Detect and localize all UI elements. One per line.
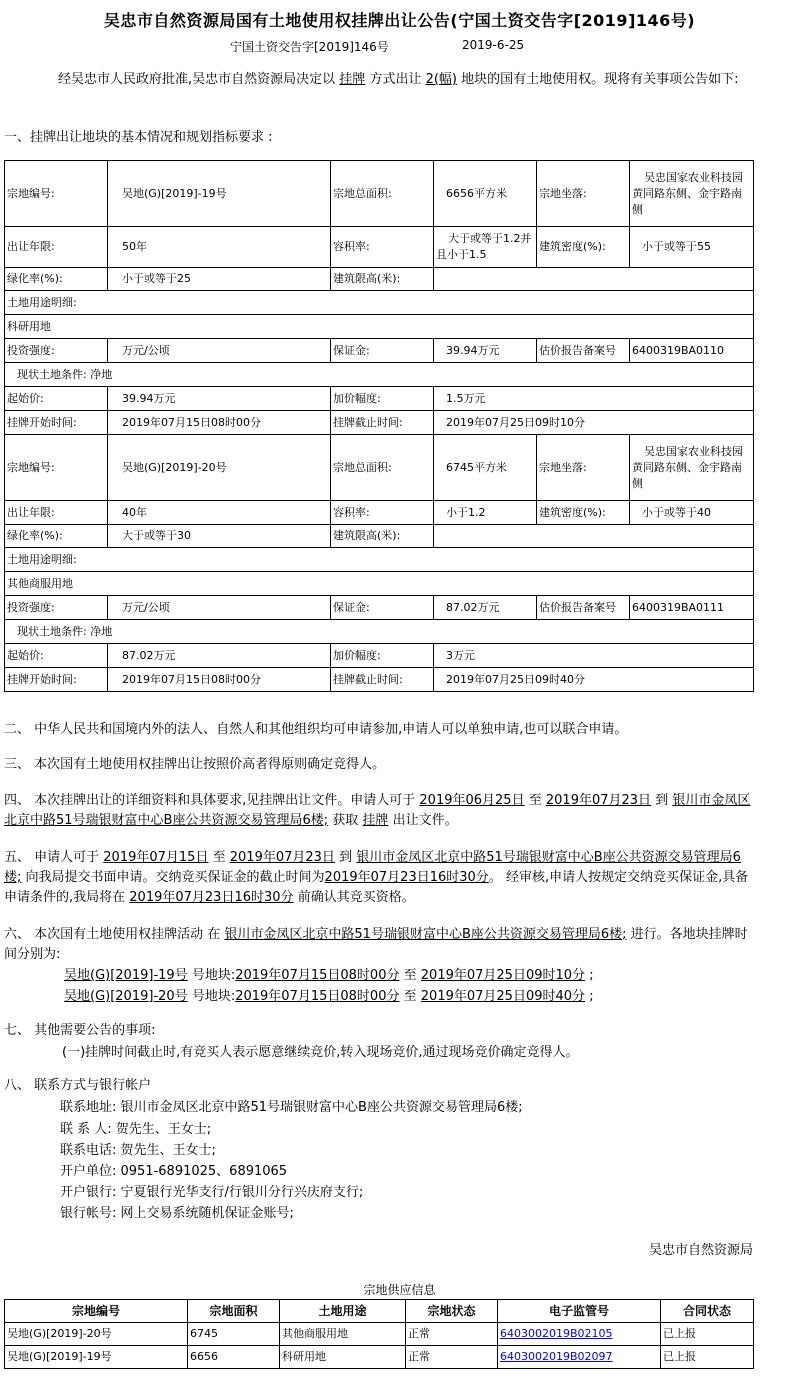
parcel-use: 其他商服用地 [5, 572, 754, 596]
section-2: 二、 中华人民共和国境内外的法人、自然人和其他组织均可申请参加,申请人可以单独申请,也可以联合申请。 [4, 722, 628, 737]
parcel-increment: 1.5万元 [434, 387, 754, 411]
doc-date: 2019-6-25 [462, 38, 525, 52]
parcel-code: 吴地(G)[2019]-19号 [108, 161, 331, 227]
parcel-start-time: 2019年07月15日08时00分 [108, 668, 331, 692]
label-start-time: 挂牌开始时间: [5, 668, 108, 692]
supply-cell: 6745 [188, 1323, 280, 1346]
parcel-density: 小于或等于40 [630, 501, 754, 525]
parcel-height [434, 525, 754, 548]
label-code: 宗地编号: [5, 161, 108, 227]
supply-header: 宗地状态 [406, 1300, 498, 1323]
parcel-report: 6400319BA0110 [630, 339, 754, 363]
section-5: 五、 申请人可于 2019年07月15日 至 2019年07月23日 到 银川市金凤区北京中路51号瑞银财富中心B座公共资源交易管理局6楼; 向我局提交书面申请。交纳竞买保证金的截止时间为2019年07月23日16时30分。 经审核,申请人按规定交纳竞买保证金,具备申请条件的,我局将在 2019年07月23日16时30分 前确认其竞买资格。 [4, 850, 749, 905]
parcel-term: 40年 [108, 501, 331, 525]
supervision-number-link[interactable]: 6403002019B02097 [500, 1350, 613, 1363]
supply-cell: 其他商服用地 [280, 1323, 406, 1346]
section-7-item: (一)挂牌时间截止时,有竞买人表示愿意继续竞价,转入现场竞价,通过现场竞价确定竞得人。 [62, 1045, 579, 1060]
label-start-price: 起始价: [5, 644, 108, 668]
section-7-heading: 七、 其他需要公告的事项: [4, 1023, 156, 1038]
label-use-detail: 土地用途明细: [5, 291, 754, 315]
label-green: 绿化率(%): [5, 525, 108, 548]
parcel-location: 吴忠国家农业科技园黄同路东侧、金宇路南侧 [630, 161, 754, 227]
label-term: 出让年限: [5, 227, 108, 268]
parcel-invest: 万元/公顷 [108, 596, 331, 620]
schedule-row: 吴地(G)[2019]-19号 号地块:2019年07月15日08时00分 至 2019年07月25日09时10分 ; [64, 968, 594, 983]
supply-cell: 吴地(G)[2019]-20号 [5, 1323, 188, 1346]
parcel-invest: 万元/公顷 [108, 339, 331, 363]
section-3: 三、 本次国有土地使用权挂牌出让按照价高者得原则确定竞得人。 [4, 757, 386, 772]
doc-number: 宁国土资交告字[2019]146号 [230, 40, 389, 54]
parcel-end-time: 2019年07月25日09时10分 [434, 411, 754, 435]
label-green: 绿化率(%): [5, 268, 108, 291]
parcel-green: 小于或等于25 [108, 268, 331, 291]
contact-line: 联 系 人: 贺先生、王女士; [60, 1122, 212, 1137]
parcel-condition: 现状土地条件: 净地 [5, 620, 754, 644]
label-start-time: 挂牌开始时间: [5, 411, 108, 435]
parcel-start-time: 2019年07月15日08时00分 [108, 411, 331, 435]
label-start-price: 起始价: [5, 387, 108, 411]
label-height: 建筑限高(米): [331, 268, 434, 291]
supply-table [4, 1299, 754, 1369]
contact-line: 开户银行: 宁夏银行光华支行/行银川分行兴庆府支行; [60, 1185, 364, 1200]
label-end-time: 挂牌截止时间: [331, 411, 434, 435]
supply-header: 宗地面积 [188, 1300, 280, 1323]
section-6: 六、 本次国有土地使用权挂牌活动 在 银川市金凤区北京中路51号瑞银财富中心B座公共资源交易管理局6楼; 进行。各地块挂牌时间分别为: [4, 927, 748, 962]
supply-caption: 宗地供应信息 [363, 1283, 436, 1297]
label-code: 宗地编号: [5, 435, 108, 501]
label-far: 容积率: [331, 227, 434, 268]
label-invest: 投资强度: [5, 339, 108, 363]
contact-line: 联系地址: 银川市金凤区北京中路51号瑞银财富中心B座公共资源交易管理局6楼; [60, 1100, 523, 1115]
parcel-condition: 现状土地条件: 净地 [5, 363, 754, 387]
label-far: 容积率: [331, 501, 434, 525]
parcel-area: 6656平方米 [434, 161, 537, 227]
supply-cell: 吴地(G)[2019]-19号 [5, 1346, 188, 1369]
parcel-report: 6400319BA0111 [630, 596, 754, 620]
contact-line: 联系电话: 贺先生、王女士; [60, 1143, 216, 1158]
supply-header-row [5, 1300, 754, 1323]
label-term: 出让年限: [5, 501, 108, 525]
supply-cell: 正常 [406, 1346, 498, 1369]
parcel-far: 小于1.2 [434, 501, 537, 525]
supply-cell: 科研用地 [280, 1346, 406, 1369]
parcel-term: 50年 [108, 227, 331, 268]
parcel-deposit: 39.94万元 [434, 339, 537, 363]
parcel-table [4, 160, 754, 692]
supply-header: 宗地编号 [5, 1300, 188, 1323]
parcel-start-price: 87.02万元 [108, 644, 331, 668]
parcel-location: 吴忠国家农业科技园黄同路东侧、金宇路南侧 [630, 435, 754, 501]
section-4: 四、 本次挂牌出让的详细资料和具体要求,见挂牌出让文件。申请人可于 2019年06月25日 至 2019年07月23日 到 银川市金凤区北京中路51号瑞银财富中心B座公共资源交易管理局6楼; 获取 挂牌 出让文件。 [4, 793, 751, 828]
section-1-heading: 一、挂牌出让地块的基本情况和规划指标要求 : [4, 130, 273, 145]
label-density: 建筑密度(%): [537, 227, 630, 268]
intro-paragraph: 经吴忠市人民政府批准,吴忠市自然资源局决定以 挂牌 方式出让 2(幅) 地块的国有土地使用权。现将有关事项公告如下: [58, 72, 739, 87]
label-location: 宗地坐落: [537, 161, 630, 227]
table-row [5, 1323, 754, 1346]
supply-cell: 已上报 [661, 1323, 754, 1346]
parcel-green: 大于或等于30 [108, 525, 331, 548]
parcel-start-price: 39.94万元 [108, 387, 331, 411]
supply-cell: 6656 [188, 1346, 280, 1369]
parcel-area: 6745平方米 [434, 435, 537, 501]
supply-cell: 已上报 [661, 1346, 754, 1369]
parcel-far: 大于或等于1.2并且小于1.5 [434, 227, 537, 268]
signature: 吴忠市自然资源局 [648, 1243, 753, 1258]
label-deposit: 保证金: [331, 596, 434, 620]
label-height: 建筑限高(米): [331, 525, 434, 548]
label-deposit: 保证金: [331, 339, 434, 363]
contact-line: 银行帐号: 网上交易系统随机保证金账号; [60, 1206, 294, 1221]
parcel-increment: 3万元 [434, 644, 754, 668]
parcel-code: 吴地(G)[2019]-20号 [108, 435, 331, 501]
supply-header: 电子监管号 [498, 1300, 661, 1323]
page-title: 吴忠市自然资源局国有土地使用权挂牌出让公告(宁国土资交告字[2019]146号) [103, 11, 696, 30]
supply-cell: 正常 [406, 1323, 498, 1346]
label-use-detail: 土地用途明细: [5, 548, 754, 572]
parcel-end-time: 2019年07月25日09时40分 [434, 668, 754, 692]
parcel-deposit: 87.02万元 [434, 596, 537, 620]
section-8-heading: 八、 联系方式与银行帐户 [4, 1078, 152, 1093]
label-area: 宗地总面积: [331, 435, 434, 501]
parcel-use: 科研用地 [5, 315, 754, 339]
label-density: 建筑密度(%): [537, 501, 630, 525]
label-area: 宗地总面积: [331, 161, 434, 227]
parcel-height [434, 268, 754, 291]
table-row [5, 1346, 754, 1369]
label-report: 估价报告备案号 [537, 596, 630, 620]
supervision-number-link[interactable]: 6403002019B02105 [500, 1327, 613, 1340]
schedule-row: 吴地(G)[2019]-20号 号地块:2019年07月15日08时00分 至 2019年07月25日09时40分 ; [64, 989, 594, 1004]
label-increment: 加价幅度: [331, 387, 434, 411]
contact-line: 开户单位: 0951-6891025、6891065 [60, 1164, 288, 1179]
label-report: 估价报告备案号 [537, 339, 630, 363]
parcel-density: 小于或等于55 [630, 227, 754, 268]
label-increment: 加价幅度: [331, 644, 434, 668]
supply-header: 土地用途 [280, 1300, 406, 1323]
label-end-time: 挂牌截止时间: [331, 668, 434, 692]
label-invest: 投资强度: [5, 596, 108, 620]
label-location: 宗地坐落: [537, 435, 630, 501]
supply-header: 合同状态 [661, 1300, 754, 1323]
